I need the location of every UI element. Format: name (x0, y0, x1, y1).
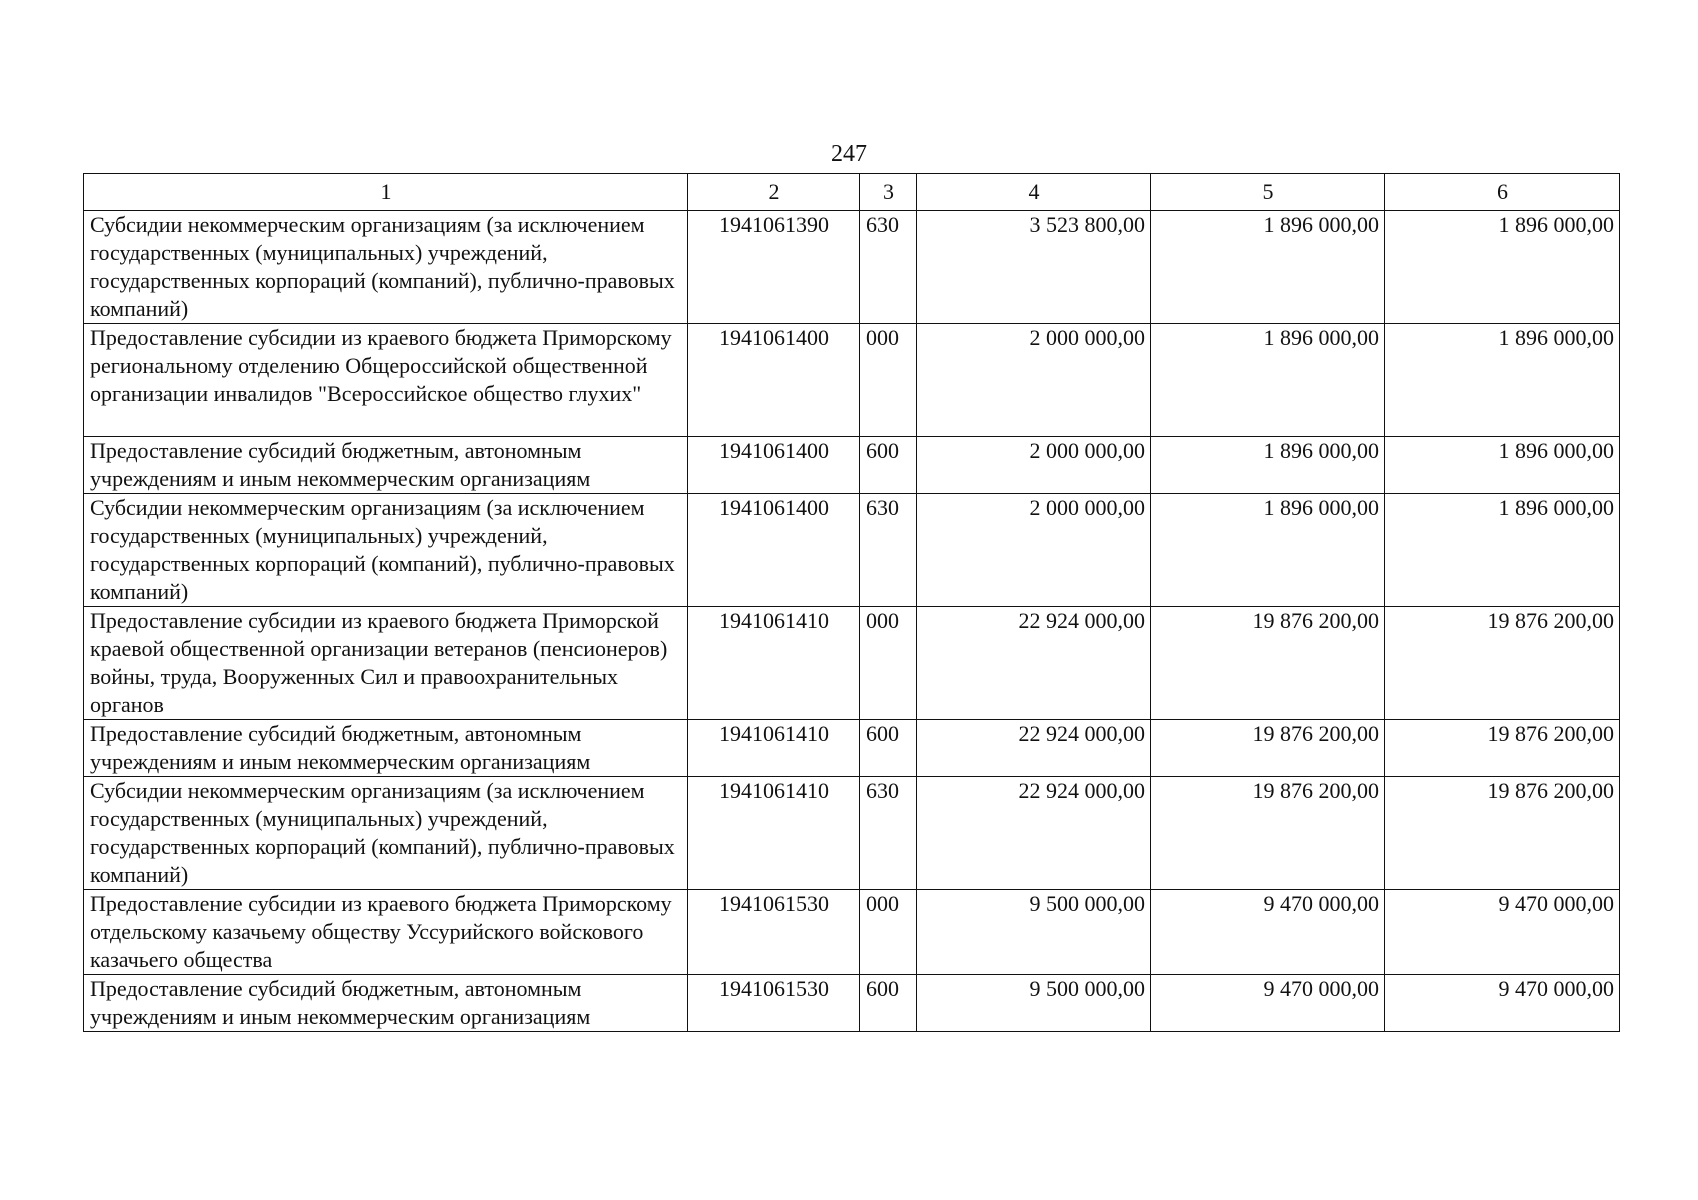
row-expense-type: 630 (860, 211, 917, 324)
page-number: 247 (831, 141, 867, 167)
row-amount-col5: 9 470 000,00 (1151, 975, 1385, 1032)
row-target-code: 1941061390 (688, 211, 860, 324)
row-amount-col6: 9 470 000,00 (1385, 975, 1620, 1032)
row-amount-col6: 1 896 000,00 (1385, 437, 1620, 494)
column-header-1: 1 (84, 174, 688, 211)
table-row (84, 720, 1620, 777)
row-amount-col4: 9 500 000,00 (917, 890, 1151, 975)
row-target-code: 1941061400 (688, 437, 860, 494)
row-name: Субсидии некоммерческим организациям (за исключением государственных (муниципальных) учреждений, государственных корпораций (компаний), публично-правовых компаний) (84, 777, 688, 890)
table-row (84, 975, 1620, 1032)
row-name: Субсидии некоммерческим организациям (за исключением государственных (муниципальных) учреждений, государственных корпораций (компаний), публично-правовых компаний) (84, 211, 688, 324)
row-amount-col4: 3 523 800,00 (917, 211, 1151, 324)
table-row (84, 494, 1620, 607)
row-amount-col6: 19 876 200,00 (1385, 777, 1620, 890)
row-amount-col4: 22 924 000,00 (917, 777, 1151, 890)
row-target-code: 1941061530 (688, 975, 860, 1032)
row-target-code: 1941061400 (688, 324, 860, 437)
row-target-code: 1941061410 (688, 720, 860, 777)
column-header-6: 6 (1385, 174, 1620, 211)
row-amount-col4: 22 924 000,00 (917, 607, 1151, 720)
table-row (84, 437, 1620, 494)
row-name: Предоставление субсидий бюджетным, автономным учреждениям и иным некоммерческим организациям (84, 720, 688, 777)
row-target-code: 1941061530 (688, 890, 860, 975)
row-amount-col5: 9 470 000,00 (1151, 890, 1385, 975)
row-name: Предоставление субсидии из краевого бюджета Приморской краевой общественной организации ветеранов (пенсионеров) войны, труда, Вооруженных Сил и правоохранительных органов (84, 607, 688, 720)
row-name: Предоставление субсидий бюджетным, автономным учреждениям и иным некоммерческим организациям (84, 975, 688, 1032)
row-amount-col5: 1 896 000,00 (1151, 494, 1385, 607)
row-name: Предоставление субсидий бюджетным, автономным учреждениям и иным некоммерческим организациям (84, 437, 688, 494)
row-amount-col5: 19 876 200,00 (1151, 777, 1385, 890)
budget-table (83, 173, 1620, 1032)
row-target-code: 1941061410 (688, 607, 860, 720)
row-expense-type: 000 (860, 890, 917, 975)
row-amount-col6: 9 470 000,00 (1385, 890, 1620, 975)
row-amount-col4: 22 924 000,00 (917, 720, 1151, 777)
row-amount-col4: 2 000 000,00 (917, 494, 1151, 607)
row-name: Субсидии некоммерческим организациям (за исключением государственных (муниципальных) учреждений, государственных корпораций (компаний), публично-правовых компаний) (84, 494, 688, 607)
row-amount-col6: 19 876 200,00 (1385, 720, 1620, 777)
row-amount-col5: 19 876 200,00 (1151, 607, 1385, 720)
row-target-code: 1941061400 (688, 494, 860, 607)
row-amount-col4: 2 000 000,00 (917, 437, 1151, 494)
table-row (84, 890, 1620, 975)
row-amount-col4: 9 500 000,00 (917, 975, 1151, 1032)
row-amount-col6: 1 896 000,00 (1385, 211, 1620, 324)
table-row (84, 324, 1620, 437)
row-amount-col6: 1 896 000,00 (1385, 494, 1620, 607)
row-amount-col6: 19 876 200,00 (1385, 607, 1620, 720)
row-amount-col5: 1 896 000,00 (1151, 324, 1385, 437)
column-header-3: 3 (860, 174, 917, 211)
row-amount-col4: 2 000 000,00 (917, 324, 1151, 437)
row-expense-type: 630 (860, 494, 917, 607)
row-amount-col5: 19 876 200,00 (1151, 720, 1385, 777)
row-expense-type: 630 (860, 777, 917, 890)
column-header-5: 5 (1151, 174, 1385, 211)
row-expense-type: 600 (860, 720, 917, 777)
header-row (84, 174, 1620, 211)
row-expense-type: 600 (860, 975, 917, 1032)
row-name: Предоставление субсидии из краевого бюджета Приморскому региональному отделению Общероссийской общественной организации инвалидов "Всероссийское общество глухих" (84, 324, 688, 437)
column-header-4: 4 (917, 174, 1151, 211)
column-header-2: 2 (688, 174, 860, 211)
row-expense-type: 600 (860, 437, 917, 494)
row-amount-col5: 1 896 000,00 (1151, 437, 1385, 494)
row-target-code: 1941061410 (688, 777, 860, 890)
row-expense-type: 000 (860, 607, 917, 720)
table-row (84, 777, 1620, 890)
table-row (84, 607, 1620, 720)
table-row (84, 211, 1620, 324)
row-expense-type: 000 (860, 324, 917, 437)
row-amount-col5: 1 896 000,00 (1151, 211, 1385, 324)
row-name: Предоставление субсидии из краевого бюджета Приморскому отдельскому казачьему обществу Уссурийского войскового казачьего общества (84, 890, 688, 975)
row-amount-col6: 1 896 000,00 (1385, 324, 1620, 437)
